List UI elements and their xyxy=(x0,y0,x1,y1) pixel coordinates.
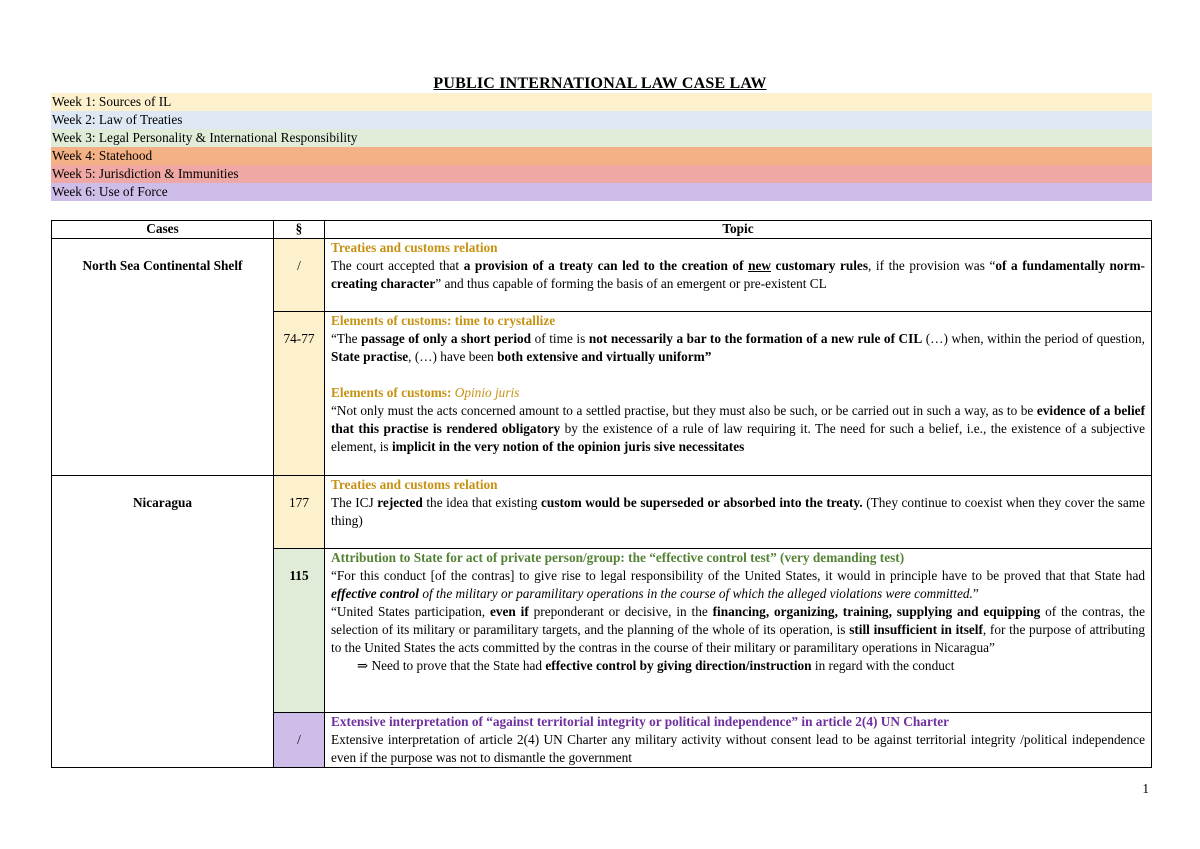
section-number: 74-77 xyxy=(283,331,315,346)
legend-week-2: Week 2: Law of Treaties xyxy=(51,111,1152,129)
topic-heading: Treaties and customs relation xyxy=(331,240,498,255)
header-cases: Cases xyxy=(52,221,274,239)
topic-text: The ICJ rejected the idea that existing custom would be superseded or absorbed into the treaty. (They continue to coexist when they cover the same thing) xyxy=(331,495,1146,528)
week-legend xyxy=(51,93,1152,201)
case-law-table xyxy=(51,220,1152,768)
legend-week-6: Week 6: Use of Force xyxy=(51,183,1152,201)
case-name-cell xyxy=(52,239,274,476)
case-name: Nicaragua xyxy=(132,495,193,510)
section-cell xyxy=(274,713,325,768)
header-topic: Topic xyxy=(325,221,1152,239)
topic-text: Extensive interpretation of article 2(4) UN Charter any military activity without consent lead to be against territorial integrity /political independence even if the purpose was not to dismantle the government xyxy=(331,732,1145,765)
document-title: PUBLIC INTERNATIONAL LAW CASE LAW xyxy=(433,75,767,92)
topic-text: “United States participation, even if preponderant or decisive, in the financing, organizing, training, supplying and equipping of the contras, the selection of its military or paramilitary targets, and the planning of the whole of its operation, is still insufficient in itself, for the purpose of attributing to the United States the acts committed by the contras in the course of their military or paramilitary operations in Nicaragua” xyxy=(331,604,1145,655)
topic-cell xyxy=(325,312,1152,476)
table-row xyxy=(52,476,1152,549)
topic-heading: Elements of customs: Opinio juris xyxy=(331,385,520,400)
topic-heading: Elements of customs: time to crystallize xyxy=(331,313,556,328)
topic-text: “For this conduct [of the contras] to give rise to legal responsibility of the United States, it would in principle have to be proved that that State had effective control of the military or paramilitary operations in the course of which the alleged violations were committed.” xyxy=(331,568,1145,601)
topic-heading: Treaties and customs relation xyxy=(331,477,498,492)
case-name: North Sea Continental Shelf xyxy=(82,258,243,273)
section-cell xyxy=(274,312,325,476)
section-number: / xyxy=(297,258,301,273)
section-cell xyxy=(274,549,325,713)
table-header-row xyxy=(52,221,1152,239)
topic-cell xyxy=(325,549,1152,713)
section-cell xyxy=(274,476,325,549)
legend-week-1: Week 1: Sources of IL xyxy=(51,93,1152,111)
page-number: 1 xyxy=(1142,781,1149,796)
topic-cell xyxy=(325,239,1152,312)
section-number: 177 xyxy=(289,495,309,510)
legend-week-4: Week 4: Statehood xyxy=(51,147,1152,165)
topic-text: “Not only must the acts concerned amount to a settled practise, but they must also be such, or be carried out in such a way, as to be evidence of a belief that this practise is rendered obligatory by the existence of a rule of law requiring it. The need for such a belief, i.e., the existence of a subjective element, is implicit in the very notion of the opinion juris sive necessitates xyxy=(331,403,1145,454)
case-name-cell xyxy=(52,476,274,768)
legend-week-5: Week 5: Jurisdiction & Immunities xyxy=(51,165,1152,183)
implication-line: ⇒ Need to prove that the State had effective control by giving direction/instruction in regard with the conduct xyxy=(357,658,955,673)
topic-text: “The passage of only a short period of time is not necessarily a bar to the formation of a new rule of CIL (…) when, within the period of question, State practise, (…) have been both extensive and virtually uniform” xyxy=(331,331,1145,364)
topic-cell xyxy=(325,476,1152,549)
section-number: / xyxy=(297,732,301,747)
topic-heading: Extensive interpretation of “against territorial integrity or political independence” in article 2(4) UN Charter xyxy=(331,714,950,729)
section-number: 115 xyxy=(289,568,309,583)
legend-week-3: Week 3: Legal Personality & International Responsibility xyxy=(51,129,1152,147)
topic-text: The court accepted that a provision of a treaty can led to the creation of new customary rules, if the provision was “of a fundamentally norm-creating character” and thus capable of forming the basis of an emergent or pre-existent CL xyxy=(331,258,1145,291)
section-cell xyxy=(274,239,325,312)
arrow-icon: ⇒ xyxy=(357,658,369,673)
header-section: § xyxy=(274,221,325,239)
topic-cell xyxy=(325,713,1152,768)
table-row xyxy=(52,239,1152,312)
topic-heading: Attribution to State for act of private person/group: the “effective control test” (very demanding test) xyxy=(331,550,905,565)
